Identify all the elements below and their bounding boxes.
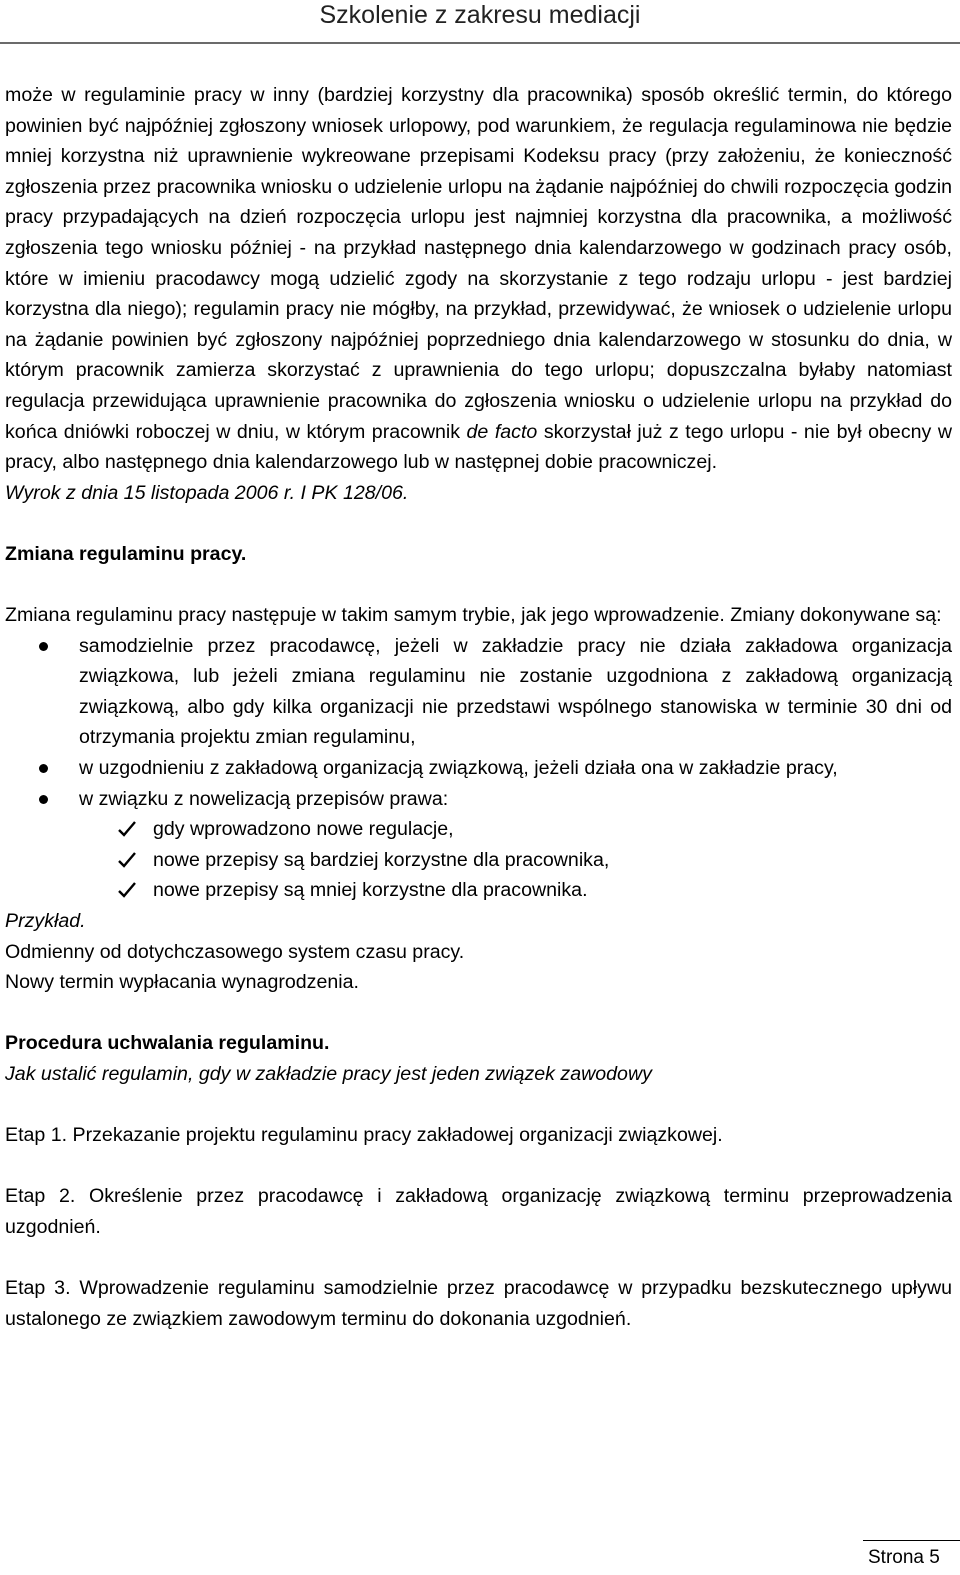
document-body xyxy=(5,80,952,1334)
section-heading-change: Zmiana regulaminu pracy. xyxy=(5,542,247,565)
page-number: Strona 5 xyxy=(868,1547,940,1568)
list-item xyxy=(5,875,952,906)
procedure-step: Etap 1. Przekazanie projektu regulaminu pracy zakładowej organizacji związkowej. xyxy=(5,1124,723,1147)
checkmark-icon xyxy=(117,814,137,838)
list-item-text: w związku z nowelizacją przepisów prawa: xyxy=(79,787,449,810)
example-line: Nowy termin wypłacania wynagrodzenia. xyxy=(5,971,359,994)
list-item-text: samodzielnie przez pracodawcę, jeżeli w zakładzie pracy nie działa zakładowa organizacja związkowa, lub jeżeli zmiana regulaminu nie zostanie uzgodniona z zakładową organizacją związkową, albo gdy kilka organizacji nie przedstawi wspólnego stanowiska w terminie 30 dni od otrzymania projektu zmian regulaminu, xyxy=(79,634,952,749)
procedure-step: Etap 2. Określenie przez pracodawcę i zakładową organizację związkową terminu przeprowadzenia uzgodnień. xyxy=(5,1185,952,1238)
spacer xyxy=(5,1243,952,1274)
list-item-text: nowe przepisy są bardziej korzystne dla pracownika, xyxy=(153,848,610,871)
ruling-text: może w regulaminie pracy w inny (bardziej korzystny dla pracownika) sposób określić termin, do którego powinien być najpóźniej zgłoszony wniosek urlopowy, pod warunkiem, że regulacja regulaminowa nie będzie mniej korzystna niż uprawnienie wykreowane przepisami Kodeksu pracy (przy założeniu, że konieczność zgłoszenia przez pracownika wniosku o udzielenie urlopu na żądanie najpóźniej do chwili rozpoczęcia godzin pracy przypadających na dzień rozpoczęcia urlopu jest najmniej korzystna dla pracownika, a możliwość zgłoszenia tego wniosku później - na przykład następnego dnia kalendarzowego w godzinach pracy osób, które w imieniu pracodawcy mogą udzielić zgody na skorzystanie z tego rodzaju urlopu - jest bardziej korzystna dla niego); regulamin pracy nie mógłby, na przykład, przewidywać, że wniosek o udzielenie urlopu na żądanie powinien być zgłoszony najpóźniej poprzedniego dnia kalendarzowego w stosunku do dnia, w którym pracownik zamierza skorzystać z uprawnienia do tego urlopu; dopuszczalna byłaby natomiast regulacja przewidująca uprawnienie pracownika do zgłoszenia wniosku o udzielenie urlopu na przykład do końca dniówki roboczej w dniu, w którym pracownik xyxy=(5,84,952,443)
footer-divider xyxy=(863,1540,960,1541)
example-label: Przykład. xyxy=(5,910,86,933)
example-line: Odmienny od dotychczasowego system czasu pracy. xyxy=(5,940,465,963)
list-item-text: gdy wprowadzono nowe regulacje, xyxy=(153,818,454,841)
page-header xyxy=(0,0,960,40)
checkmark-icon xyxy=(117,875,137,899)
spacer xyxy=(5,1151,952,1182)
ruling-text-tail: skorzystał już z tego urlopu - nie był obecny w pracy, albo następnego dnia kalendarzowego lub w następnej dobie pracowniczej. xyxy=(5,420,952,474)
list-item-text: nowe przepisy są mniej korzystne dla pracownika. xyxy=(153,879,588,902)
spacer xyxy=(5,1090,952,1121)
checkmark-icon xyxy=(117,845,137,869)
ruling-citation: Wyrok z dnia 15 listopada 2006 r. I PK 128/06. xyxy=(5,481,409,504)
ruling-italic-term: de facto xyxy=(466,420,538,443)
list-item xyxy=(5,784,952,815)
change-modes-list xyxy=(5,631,952,815)
list-item xyxy=(5,814,952,845)
procedure-subheading: Jak ustalić regulamin, gdy w zakładzie pracy jest jeden związek zawodowy xyxy=(5,1063,652,1085)
section-heading-procedure: Procedura uchwalania regulaminu. xyxy=(5,1032,330,1055)
spacer xyxy=(5,570,952,601)
list-item xyxy=(5,631,952,753)
change-intro: Zmiana regulaminu pracy następuje w takim samym trybie, jak jego wprowadzenie. Zmiany dokonywane są: xyxy=(5,604,942,627)
procedure-step: Etap 3. Wprowadzenie regulaminu samodzielnie przez pracodawcę w przypadku bezskutecznego upływu ustalonego ze związkiem zawodowym terminu do dokonania uzgodnień. xyxy=(5,1277,952,1330)
spacer xyxy=(5,998,952,1029)
spacer xyxy=(5,508,952,539)
list-item xyxy=(5,753,952,784)
header-divider xyxy=(0,42,960,44)
document-title: Szkolenie z zakresu mediacji xyxy=(319,1,641,29)
law-change-list xyxy=(5,814,952,906)
ruling-paragraph xyxy=(5,80,952,478)
list-item-text: w uzgodnieniu z zakładową organizacją związkową, jeżeli działa ona w zakładzie pracy, xyxy=(79,757,838,780)
list-item xyxy=(5,845,952,876)
